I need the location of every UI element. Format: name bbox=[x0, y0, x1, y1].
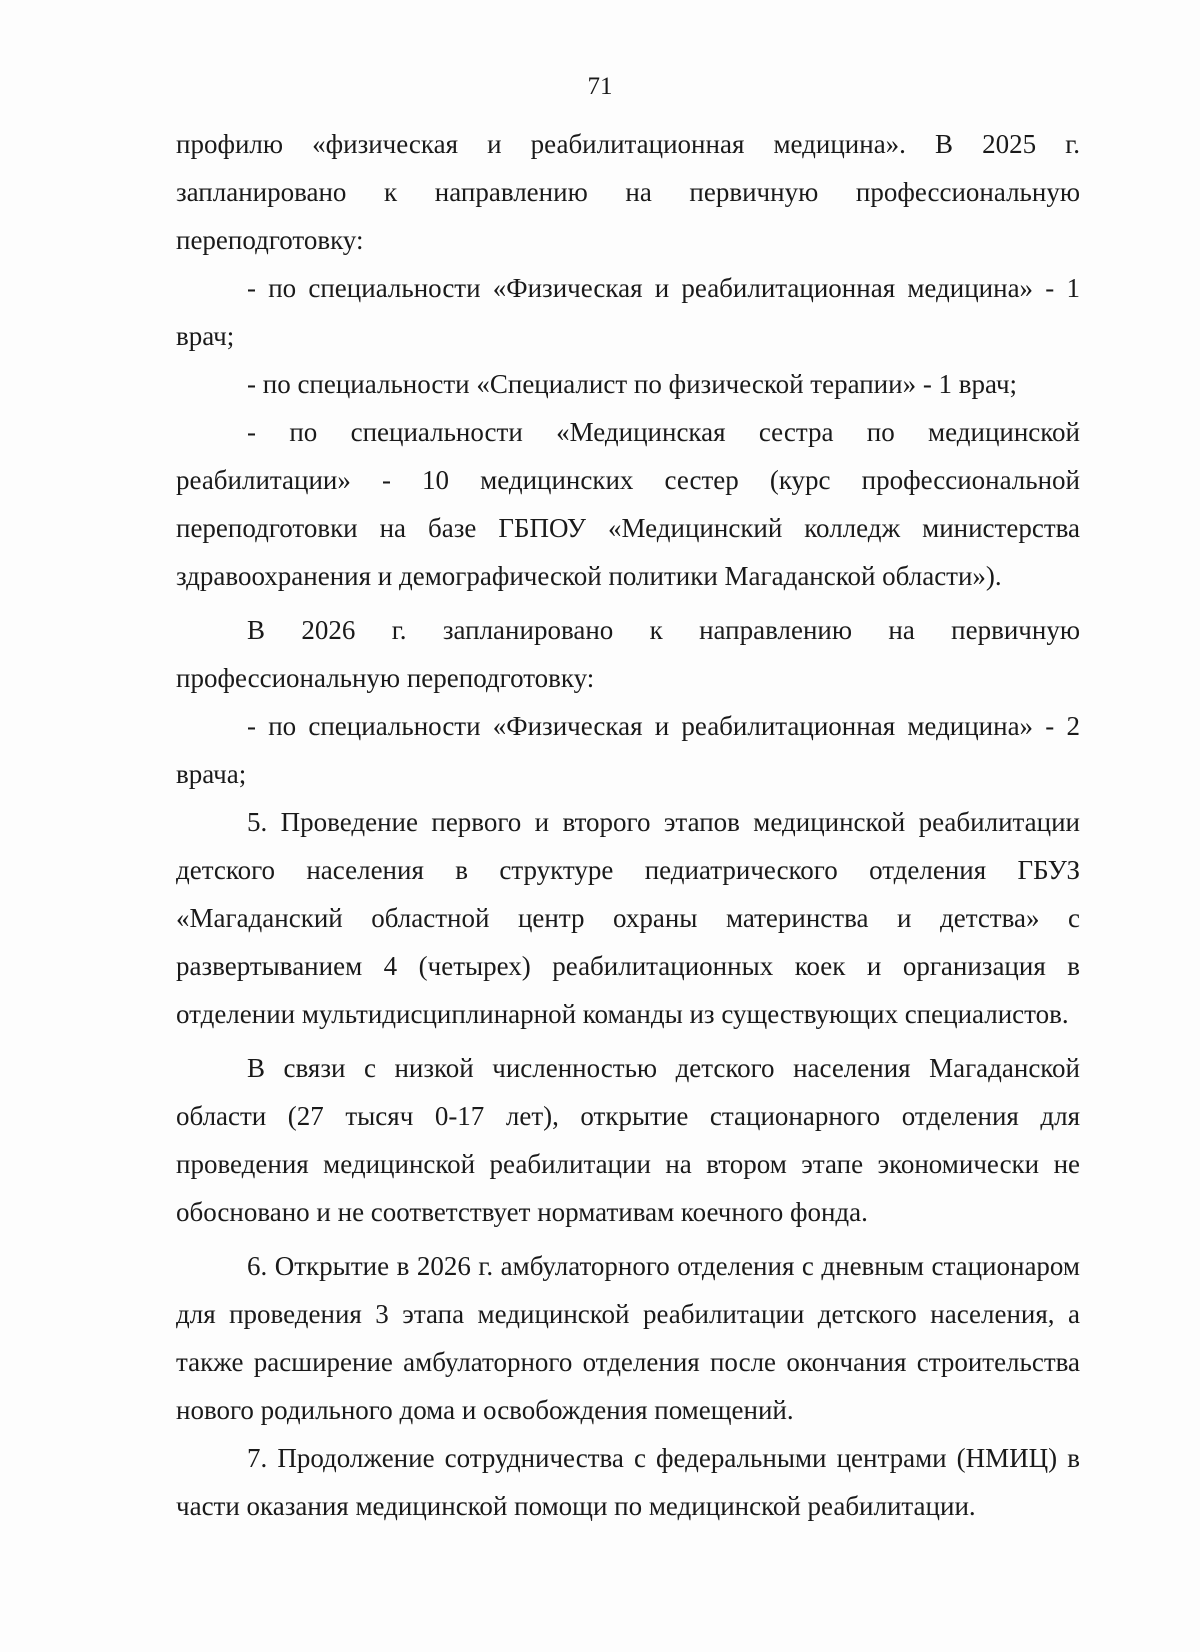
paragraph-item-6: 6. Открытие в 2026 г. амбулаторного отделения с дневным стационаром для проведения 3 этапа медицинской реабилитации детского населения, а также расширение амбулаторного отделения после окончания строительства нового родильного дома и освобождения помещений. bbox=[176, 1251, 1080, 1425]
list-item-physical-rehab-doctors-2026: - по специальности «Физическая и реабилитационная медицина» - 2 врача; bbox=[176, 711, 1080, 789]
paragraph-continuation: профилю «физическая и реабилитационная медицина». В 2025 г. запланировано к направлению на первичную профессиональную переподготовку: bbox=[176, 129, 1080, 255]
paragraph-item-5: 5. Проведение первого и второго этапов медицинской реабилитации детского населения в структуре педиатрического отделения ГБУЗ «Магаданский областной центр охраны материнства и детства» с развертыванием 4 (четырех) реабилитационных коек и организация в отделении мультидисциплинарной команды из существующих специалистов. bbox=[176, 807, 1080, 1029]
paragraph-item-7: 7. Продолжение сотрудничества с федеральными центрами (НМИЦ) в части оказания медицинской помощи по медицинской реабилитации. bbox=[176, 1443, 1080, 1521]
list-item-physical-therapy-specialist: - по специальности «Специалист по физической терапии» - 1 врач; bbox=[247, 369, 1018, 399]
paragraph-children-population: В связи с низкой численностью детского населения Магаданской области (27 тысяч 0-17 лет), открытие стационарного отделения для проведения медицинской реабилитации на втором этапе экономически не обосновано и не соответствует нормативам коечного фонда. bbox=[176, 1053, 1080, 1227]
list-item-rehab-nurse: - по специальности «Медицинская сестра по медицинской реабилитации» - 10 медицинских сестер (курс профессиональной переподготовки на базе ГБПОУ «Медицинский колледж министерства здравоохранения и демографической политики Магаданской области»). bbox=[176, 417, 1080, 591]
page-number: 71 bbox=[587, 73, 613, 100]
list-item-physical-rehab-doctor: - по специальности «Физическая и реабилитационная медицина» - 1 врач; bbox=[176, 273, 1080, 351]
document-body bbox=[176, 120, 1080, 1530]
paragraph-2026-plan: В 2026 г. запланировано к направлению на первичную профессиональную переподготовку: bbox=[176, 615, 1080, 693]
